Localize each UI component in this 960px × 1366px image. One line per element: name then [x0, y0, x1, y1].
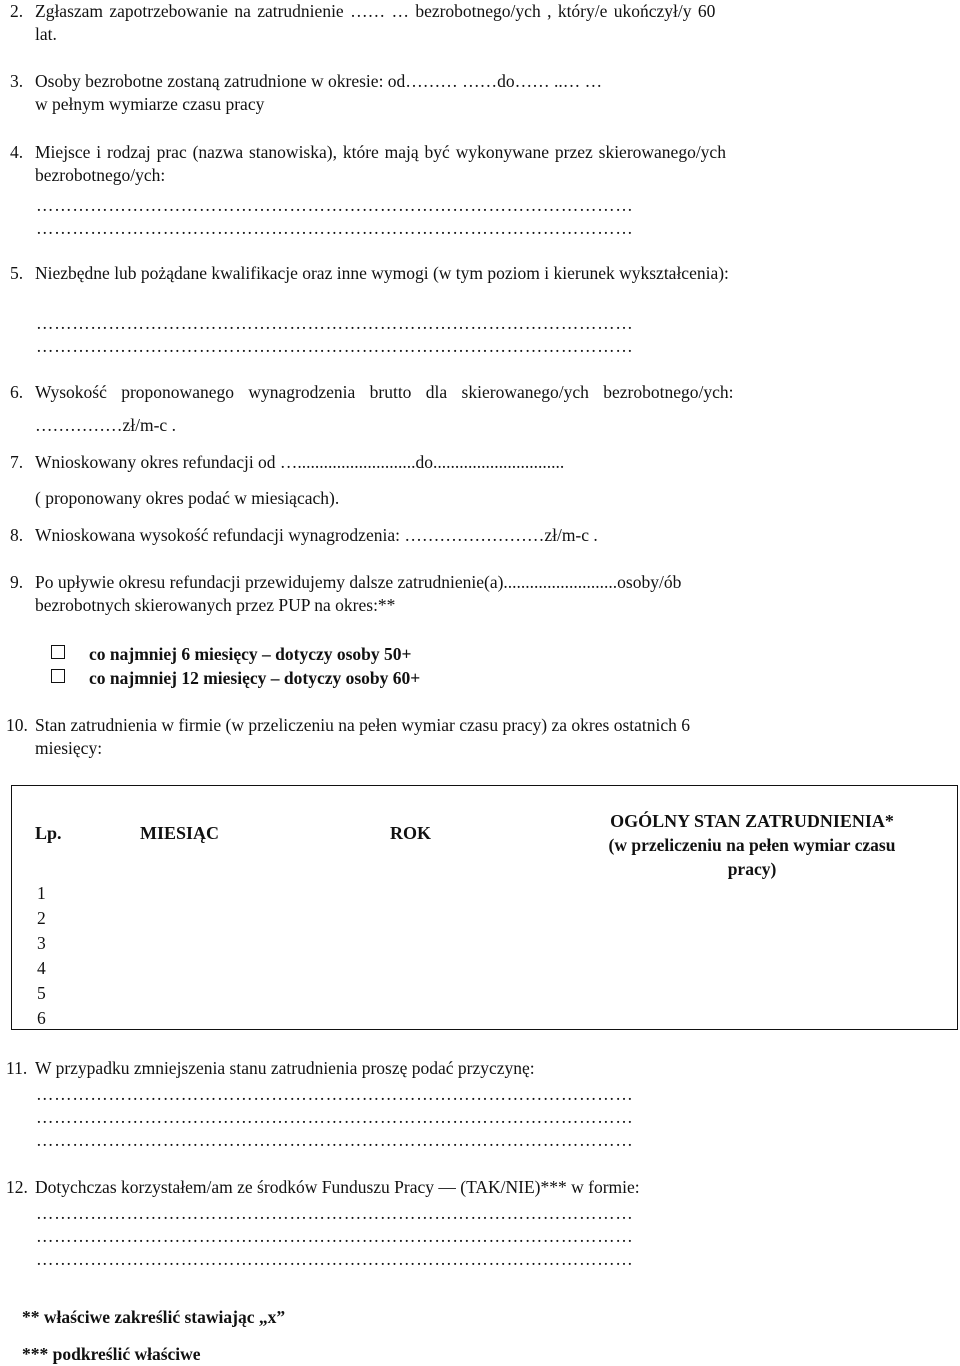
footnote-triple-asterisk: *** podkreślić właściwe — [22, 1344, 201, 1364]
item-11-text: W przypadku zmniejszenia stanu zatrudnienia proszę podać przyczynę: — [35, 1058, 535, 1078]
table-row: 3 — [37, 933, 46, 953]
item-11-number: 11. — [6, 1058, 28, 1078]
header-lp: Lp. — [35, 823, 62, 843]
item-10-continuation: miesięcy: — [35, 738, 103, 758]
table-row: 6 — [37, 1008, 46, 1028]
item-9-number: 9. — [10, 572, 24, 592]
option-50plus-checkbox[interactable] — [51, 645, 65, 659]
item-8-number: 8. — [10, 525, 24, 545]
item-4-fill-line-1: ……………………………………………………………………………………… — [36, 195, 634, 215]
item-12-text: Dotychczas korzystałem/am ze środków Funduszu Pracy — (TAK/NIE)*** w formie: — [35, 1177, 640, 1197]
item-3-number: 3. — [10, 71, 24, 91]
item-4-text: Miejsce i rodzaj prac (nazwa stanowiska), które mają być wykonywane przez skierowanego/ych — [35, 142, 726, 162]
item-7-number: 7. — [10, 452, 24, 472]
item-3-continuation: w pełnym wymiarze czasu pracy — [35, 94, 265, 114]
item-7-continuation: ( proponowany okres podać w miesiącach). — [35, 488, 340, 508]
header-month: MIESIĄC — [140, 823, 220, 843]
item-3-text: Osoby bezrobotne zostaną zatrudnione w okresie: od……… ……do…… ..… … — [35, 71, 603, 91]
item-8-text: Wnioskowana wysokość refundacji wynagrodzenia: ……………………zł/m-c . — [35, 525, 598, 545]
item-10-text: Stan zatrudnienia w firmie (w przeliczeniu na pełen wymiar czasu pracy) za okres ostatnich 6 — [35, 715, 691, 735]
item-5-fill-line-2: ……………………………………………………………………………………… — [36, 336, 634, 356]
header-total-line2: (w przeliczeniu na pełen wymiar czasu — [608, 835, 896, 855]
item-12-number: 12. — [6, 1177, 28, 1197]
item-5-fill-line-1: ……………………………………………………………………………………… — [36, 313, 634, 333]
item-7-text: Wnioskowany okres refundacji od …...........................do.............................. — [35, 452, 565, 472]
table-row: 1 — [37, 883, 46, 903]
table-row: 4 — [37, 958, 46, 978]
item-2-text: Zgłaszam zapotrzebowanie na zatrudnienie …… … bezrobotnego/ych , który/e ukończył/y 60 — [35, 1, 716, 21]
header-year: ROK — [390, 823, 432, 843]
item-2-number: 2. — [10, 1, 24, 21]
item-12-fill-line-3: ……………………………………………………………………………………… — [36, 1249, 634, 1269]
item-6-continuation: ……………zł/m-c . — [35, 415, 176, 435]
item-6-number: 6. — [10, 382, 24, 402]
item-4-number: 4. — [10, 142, 24, 162]
table-row: 2 — [37, 908, 46, 928]
item-12-fill-line-2: ……………………………………………………………………………………… — [36, 1226, 634, 1246]
option-60plus-checkbox[interactable] — [51, 669, 65, 683]
option-60plus-label: co najmniej 12 miesięcy – dotyczy osoby 60+ — [89, 668, 421, 688]
item-5-text: Niezbędne lub pożądane kwalifikacje oraz inne wymogi (w tym poziom i kierunek wykształcenia): — [35, 263, 729, 283]
employment-table — [11, 785, 958, 1030]
item-6-text: Wysokość proponowanego wynagrodzenia brutto dla skierowanego/ych bezrobotnego/ych: — [35, 382, 734, 402]
item-4-continuation: bezrobotnego/ych: — [35, 165, 166, 185]
item-10-number: 10. — [6, 715, 28, 735]
item-9-continuation: bezrobotnych skierowanych przez PUP na okres:** — [35, 595, 396, 615]
item-2-continuation: lat. — [35, 24, 57, 44]
item-11-fill-line-3: ……………………………………………………………………………………… — [36, 1130, 634, 1150]
option-50plus-label: co najmniej 6 miesięcy – dotyczy osoby 50+ — [89, 644, 412, 664]
item-4-fill-line-2: ……………………………………………………………………………………… — [36, 218, 634, 238]
header-total-line1: OGÓLNY STAN ZATRUDNIENIA* — [610, 811, 894, 831]
item-5-number: 5. — [10, 263, 24, 283]
table-row: 5 — [37, 983, 46, 1003]
header-total-line3: pracy) — [727, 859, 777, 879]
item-11-fill-line-1: ……………………………………………………………………………………… — [36, 1084, 634, 1104]
footnote-double-asterisk: ** właściwe zakreślić stawiając „x” — [22, 1307, 286, 1327]
item-9-text: Po upływie okresu refundacji przewidujemy dalsze zatrudnienie(a)..........................osoby/ób — [35, 572, 682, 592]
item-11-fill-line-2: ……………………………………………………………………………………… — [36, 1107, 634, 1127]
item-12-fill-line-1: ……………………………………………………………………………………… — [36, 1203, 634, 1223]
